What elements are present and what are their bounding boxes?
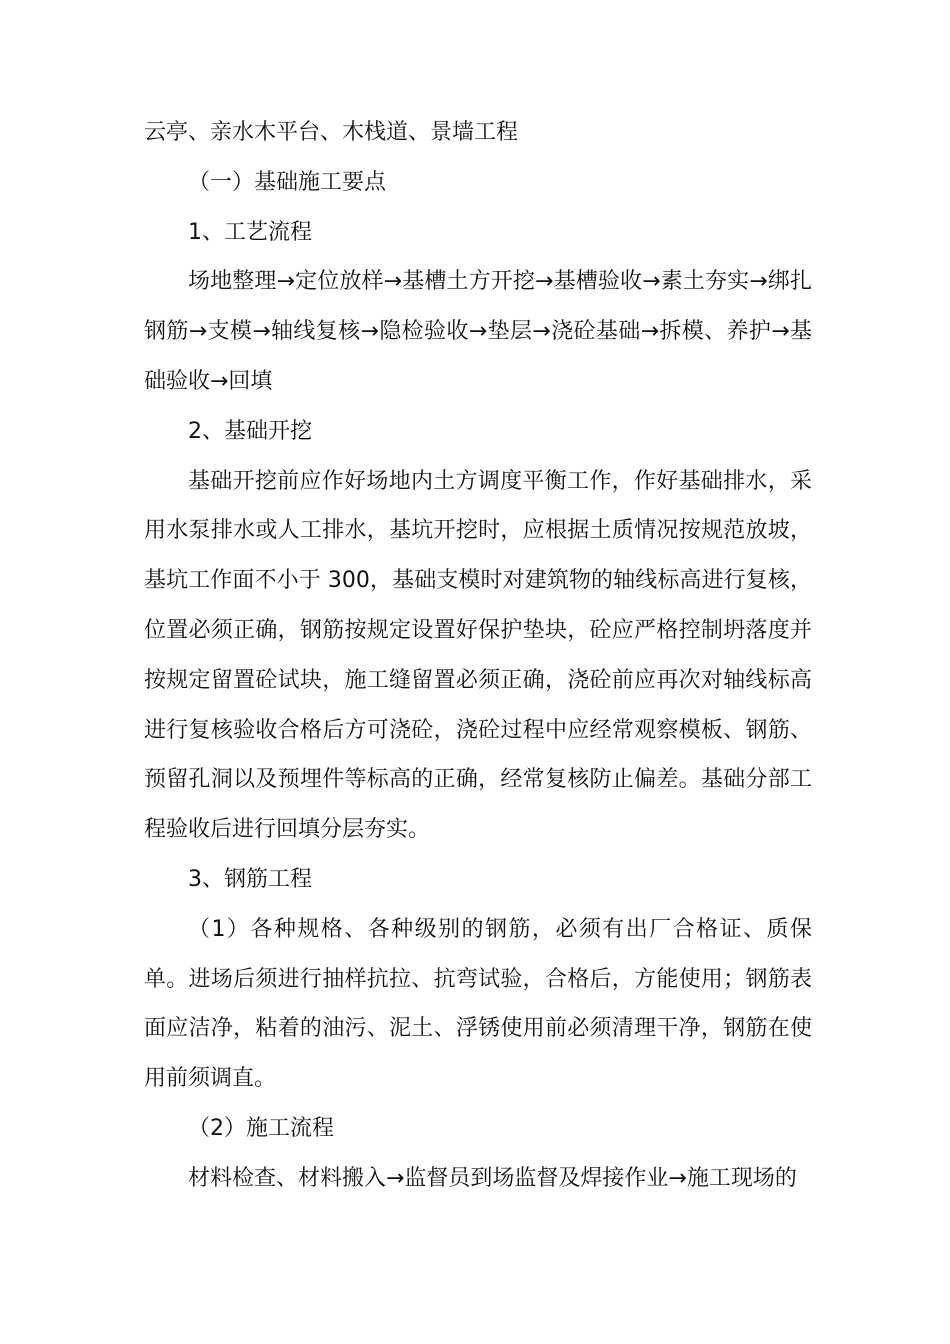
document-body [144,108,812,1204]
document-title: 云亭、亲水木平台、木栈道、景墙工程 [144,120,519,145]
item2-body: 基础开挖前应作好场地内土方调度平衡工作，作好基础排水，采用水泵排水或人工排水，基坑开挖时，应根据土质情况按规范放坡，基坑工作面不小于 300，基础支模时对建筑物的轴线标高进行复核，位置必须正确，钢筋按规定设置好保护垫块，砼应严格控制坍落度并按规定留置砼试块，施工缝留置必须正确，浇砼前应再次对轴线标高进行复核验收合格后方可浇砼，浇砼过程中应经常观察模板、钢筋、预留孔洞以及预埋件等标高的正确，经常复核防止偏差。基础分部工程验收后进行回填分层夯实。 [144,468,812,843]
section-heading: （一）基础施工要点 [188,169,387,195]
item3-heading: 3、钢筋工程 [188,866,312,892]
item3-sub2-body: 材料检查、材料搬入→监督员到场监督及焊接作业→施工现场的 [188,1165,797,1191]
item3-sub1: （1）各种规格、各种级别的钢筋，必须有出厂合格证、质保单。进场后须进行抽样抗拉、抗弯试验，合格后，方能使用；钢筋表面应洁净，粘着的油污、泥土、浮锈使用前必须清理干净，钢筋在使用前须调直。 [144,916,812,1092]
item3-sub2-heading: （2）施工流程 [188,1115,334,1141]
item1-body: 场地整理→定位放样→基槽土方开挖→基槽验收→素土夯实→绑扎钢筋→支模→轴线复核→隐检验收→垫层→浇砼基础→拆模、养护→基础验收→回填 [144,269,812,394]
item1-heading: 1、工艺流程 [188,219,312,245]
item2-heading: 2、基础开挖 [188,418,312,444]
